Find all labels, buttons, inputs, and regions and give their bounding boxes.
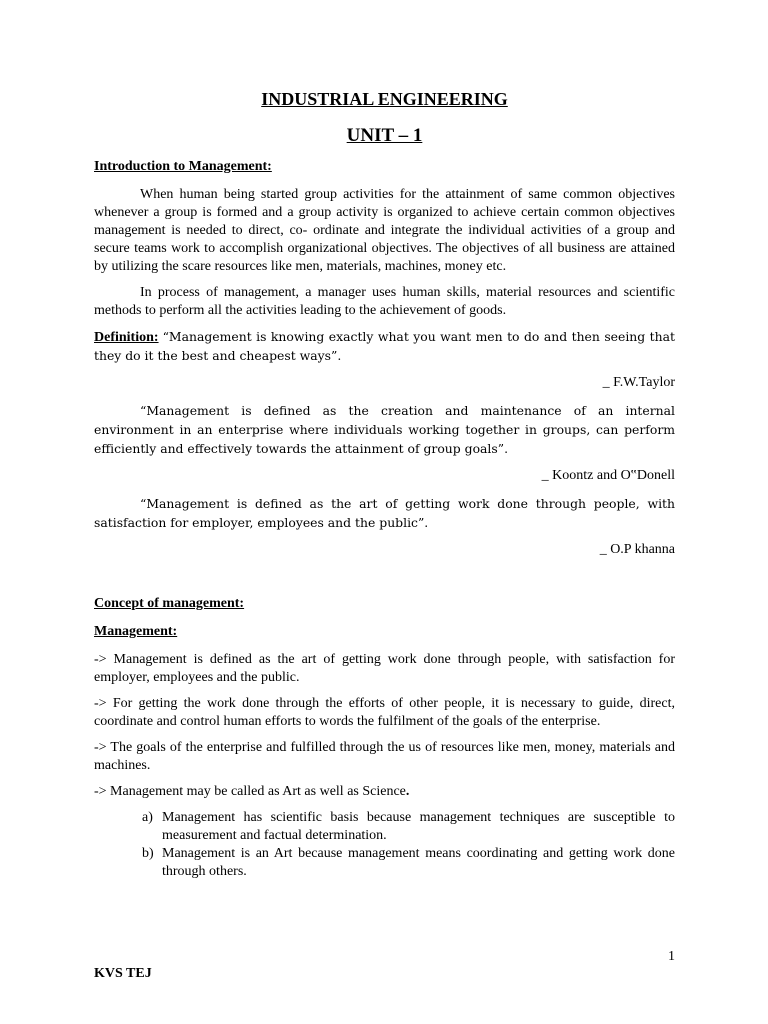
definition-label: Definition: (94, 330, 159, 345)
list-item (142, 809, 675, 845)
definition-3-author: _ O.P khanna (599, 542, 675, 557)
concept-point-3: -> The goals of the enterprise and fulfilled through the us of resources like men, money, materials and machines. (94, 740, 675, 773)
intro-paragraph-2: In process of management, a manager uses human skills, material resources and scientific methods to perform all the activities leading to the achievement of goods. (94, 285, 675, 318)
list-marker: a) (142, 810, 153, 825)
concept-point-2: -> For getting the work done through the efforts of other people, it is necessary to guide, direct, coordinate and control human efforts to words the fulfilment of the goals of the enterprise. (94, 696, 675, 729)
concept-point-1: -> Management is defined as the art of getting work done through people, with satisfaction for employer, employees and the public. (94, 652, 675, 685)
section-spacer (94, 569, 675, 595)
art-science-text: -> Management may be called as Art as well as Science (94, 784, 406, 799)
document-page (94, 88, 675, 881)
list-item-text: Management is an Art because management means coordinating and getting work done through others. (162, 846, 675, 879)
page-number: 1 (668, 949, 675, 964)
management-subheading: Management: (94, 624, 178, 639)
intro-paragraph-1: When human being started group activities for the attainment of same common objectives whenever a group is formed and a group activity is organized to achieve certain common objectives management is needed to direct, co- ordinate and integrate the individual activities of a group and secure teams work to accomplish organizational objectives. The objectives of all business are attained by utilizing the scare resources like men, materials, machines, money etc. (94, 187, 675, 274)
definition-2 (94, 402, 675, 459)
list-item-text: Management has scientific basis because management techniques are susceptible to measurement and factual determination. (162, 810, 675, 843)
definition-3-text: “Management is defined as the art of getting work done through people, with satisfaction for employer, employees and the public”. (94, 496, 675, 530)
list-item (142, 845, 675, 881)
definition-1 (94, 328, 675, 366)
footer-author: KVS TEJ (94, 966, 152, 981)
unit-title: UNIT – 1 (346, 125, 423, 146)
definition-2-author: _ Koontz and O‟Donell (541, 468, 675, 483)
intro-heading: Introduction to Management: (94, 159, 272, 174)
document-title: INDUSTRIAL ENGINEERING (261, 89, 508, 109)
definition-2-text: “Management is defined as the creation and maintenance of an internal environment in an enterprise where individuals working together in groups, can perform efficiently and effectively towards the attainment of group goals”. (94, 403, 675, 456)
art-science-list (142, 809, 675, 881)
list-marker: b) (142, 846, 154, 861)
concept-point-4 (94, 783, 675, 801)
concept-heading: Concept of management: (94, 596, 245, 611)
definition-1-text: “Management is knowing exactly what you want men to do and then seeing that they do it the best and cheapest ways”. (94, 329, 675, 363)
definition-1-author: _ F.W.Taylor (602, 375, 675, 390)
art-science-period: . (405, 784, 410, 799)
definition-3 (94, 495, 675, 533)
